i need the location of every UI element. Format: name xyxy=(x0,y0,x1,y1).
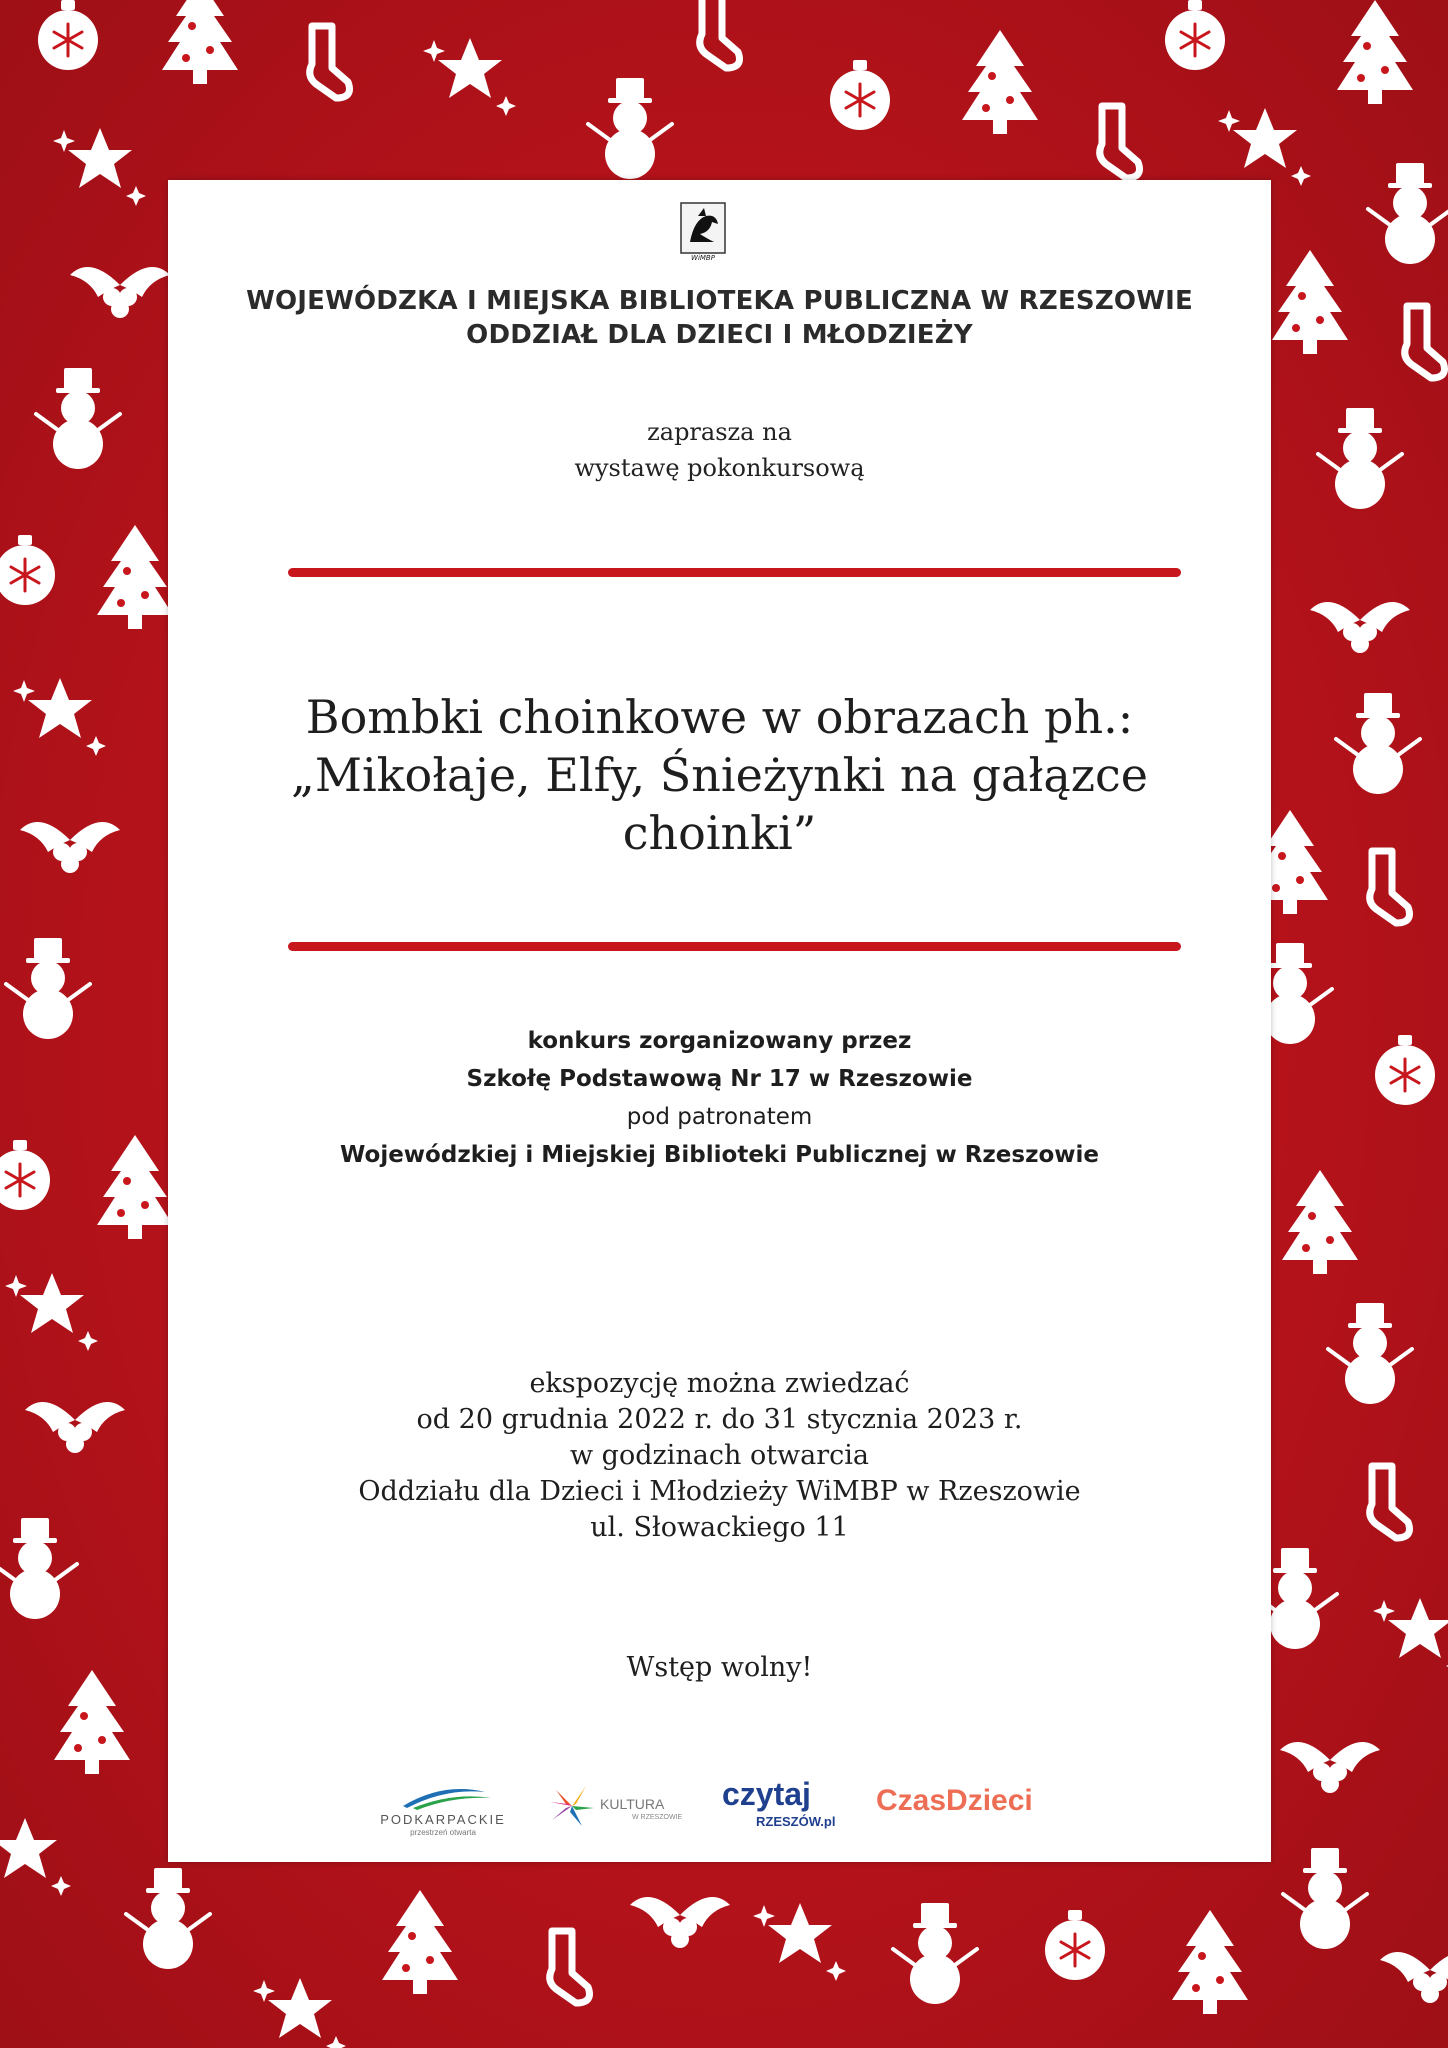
bauble-icon xyxy=(38,0,98,70)
snowman-icon xyxy=(6,938,90,1039)
logo-kultura xyxy=(546,1778,696,1838)
bauble-icon xyxy=(1045,1910,1105,1980)
snowman-icon xyxy=(1283,1848,1367,1949)
bauble-icon xyxy=(0,1140,50,1210)
holly-icon xyxy=(70,267,170,318)
exhibition-line-1: ekspozycję można zwiedzać xyxy=(529,1368,910,1399)
holly-icon xyxy=(1380,1952,1448,2003)
snowman-icon xyxy=(893,1903,977,2004)
snowman-icon xyxy=(1368,163,1448,264)
star-icon xyxy=(5,1273,98,1351)
bauble-icon xyxy=(1375,1035,1435,1105)
star-icon xyxy=(13,678,106,756)
logo-podkarpackie xyxy=(373,1782,513,1842)
poster-card xyxy=(168,180,1271,1862)
star-icon xyxy=(753,1903,846,1981)
christmas-tree-icon xyxy=(162,0,238,84)
star-icon xyxy=(0,1818,71,1896)
bauble-icon xyxy=(830,60,890,130)
holly-icon xyxy=(1310,602,1410,653)
star-icon xyxy=(1373,1598,1448,1676)
snowman-icon xyxy=(1336,693,1420,794)
christmas-tree-icon xyxy=(54,1670,130,1774)
christmas-tree-icon xyxy=(1172,1910,1248,2014)
header-line-2: ODDZIAŁ DLA DZIECI I MŁODZIEŻY xyxy=(466,320,973,350)
christmas-tree-icon xyxy=(1282,1170,1358,1274)
library-logo xyxy=(680,202,726,262)
podkarpackie-name: PODKARPACKIE xyxy=(380,1812,506,1827)
invite-line-1: zaprasza na xyxy=(647,418,792,446)
snowman-icon xyxy=(1328,1303,1412,1404)
organizer-line-4: Wojewódzkiej i Miejskiej Biblioteki Publicznej w Rzeszowie xyxy=(339,1142,1100,1168)
snowman-icon xyxy=(1318,408,1402,509)
stocking-icon xyxy=(700,0,740,68)
title-line-3: choinki” xyxy=(622,806,817,860)
christmas-tree-icon xyxy=(97,1135,173,1239)
podkarpackie-tagline: przestrzeń otwarta xyxy=(410,1828,476,1837)
christmas-tree-icon xyxy=(97,525,173,629)
snowman-icon xyxy=(36,368,120,469)
christmas-tree-icon xyxy=(1272,250,1348,354)
admission-text: Wstęp wolny! xyxy=(626,1652,813,1683)
organizer-line-2: Szkołę Podstawową Nr 17 w Rzeszowie xyxy=(466,1066,973,1092)
holly-icon xyxy=(20,822,120,873)
invite-line-2: wystawę pokonkursową xyxy=(574,454,865,482)
title-line-2: „Mikołaje, Elfy, Śnieżynki na gałązce xyxy=(291,748,1148,802)
czytaj-name: czytaj xyxy=(722,1776,811,1812)
christmas-tree-icon xyxy=(382,1890,458,1994)
star-icon xyxy=(423,38,516,116)
podkarpackie-swoosh-icon xyxy=(373,1782,513,1812)
organizer-line-1: konkurs zorganizowany przez xyxy=(527,1028,912,1054)
holly-icon xyxy=(1280,1742,1380,1793)
title-line-1: Bombki choinkowe w obrazach ph.: xyxy=(305,690,1134,744)
header-line-1: WOJEWÓDZKA I MIEJSKA BIBLIOTEKA PUBLICZNA W RZESZOWIE xyxy=(246,286,1193,316)
organizer-line-3: pod patronatem xyxy=(626,1104,813,1130)
exhibition-line-2: od 20 grudnia 2022 r. do 31 stycznia 2023 r. xyxy=(416,1404,1023,1435)
logo-czytaj xyxy=(722,1776,852,1836)
exhibition-line-4: Oddziału dla Dzieci i Młodzieży WiMBP w Rzeszowie xyxy=(358,1476,1081,1507)
kultura-star-icon xyxy=(546,1780,598,1832)
bauble-icon xyxy=(0,535,55,605)
stocking-icon xyxy=(1405,306,1445,378)
christmas-tree-icon xyxy=(1337,0,1413,104)
svg-text:WiMBP: WiMBP xyxy=(691,254,715,262)
exhibition-line-3: w godzinach otwarcia xyxy=(569,1440,870,1471)
holly-icon xyxy=(25,1402,125,1453)
kultura-sub: W RZESZOWIE xyxy=(632,1814,683,1821)
bauble-icon xyxy=(1165,0,1225,70)
star-icon xyxy=(253,1978,346,2048)
stocking-icon xyxy=(550,1931,590,2003)
kultura-name: KULTURA xyxy=(600,1796,665,1812)
exhibition-line-5: ul. Słowackiego 11 xyxy=(590,1512,849,1543)
divider-top xyxy=(288,568,1181,577)
stocking-icon xyxy=(1100,106,1140,178)
czytaj-sub: RZESZÓW.pl xyxy=(756,1814,836,1829)
stocking-icon xyxy=(1370,1466,1410,1538)
stocking-icon xyxy=(310,26,350,98)
snowman-icon xyxy=(588,78,672,179)
christmas-tree-icon xyxy=(962,30,1038,134)
czasdzieci-name: CzasDzieci xyxy=(876,1784,1033,1817)
stocking-icon xyxy=(1370,851,1410,923)
star-icon xyxy=(1218,108,1311,186)
snowman-icon xyxy=(126,1868,210,1969)
snowman-icon xyxy=(0,1518,77,1619)
divider-bottom xyxy=(288,942,1181,951)
holly-icon xyxy=(630,1897,730,1948)
logo-czasdzieci xyxy=(876,1784,1076,1824)
star-icon xyxy=(53,128,146,206)
